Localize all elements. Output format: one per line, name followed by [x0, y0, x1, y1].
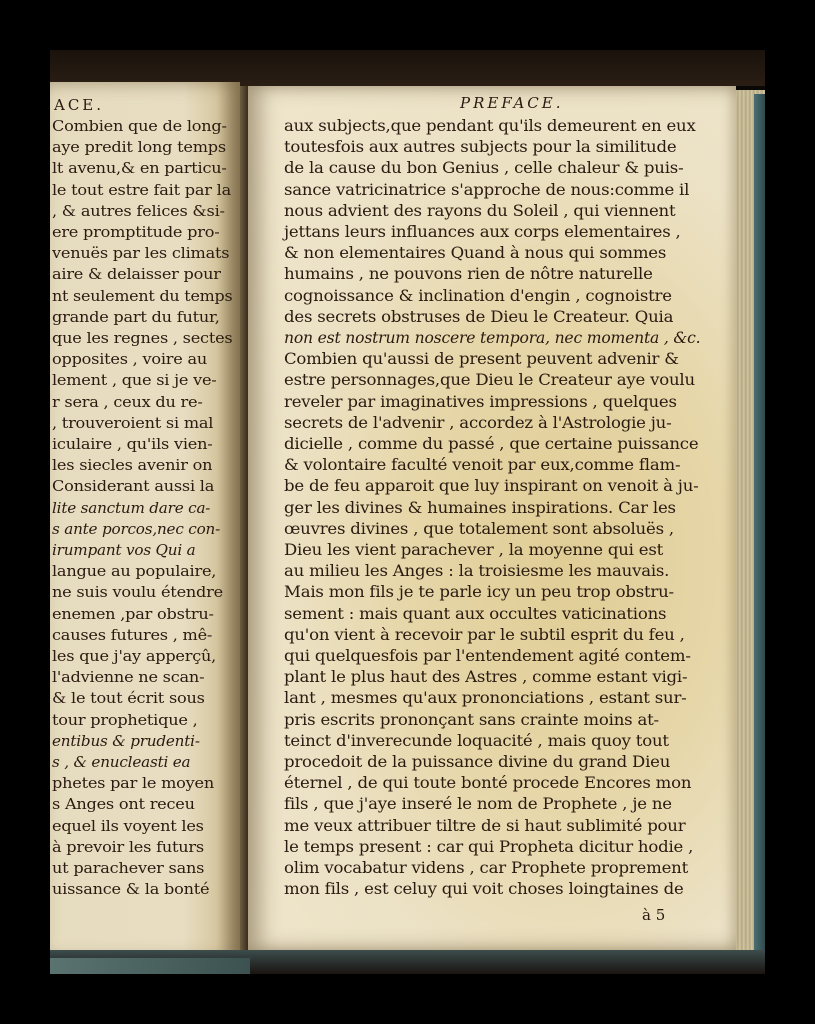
cover-edge: [754, 94, 765, 960]
left-page-line: que les regnes , sectes: [52, 329, 233, 347]
right-page-line: mon fils , est celuy qui voit choses loingtaines de: [284, 880, 684, 899]
left-page-line: iculaire , qu'ils vien-: [52, 435, 213, 453]
right-page-line: plant le plus haut des Astres , comme estant vigi-: [284, 668, 688, 687]
left-page-line: aye predit long temps: [52, 138, 226, 157]
right-page-line: reveler par imaginatives impressions , quelques: [284, 392, 677, 411]
right-page-line: sement : mais quant aux occultes vaticinations: [284, 604, 667, 623]
right-page-line: Dieu les vient parachever , la moyenne qui est: [284, 541, 664, 559]
left-page-line: à prevoir les futurs: [52, 837, 204, 856]
left-page-line: les que j'ay apperçû,: [52, 647, 217, 665]
right-page-line: cognoissance & inclination d'engin , cognoistre: [284, 286, 672, 305]
left-page-line: lement , que si je ve-: [52, 371, 217, 390]
right-page-line: toutesfois aux autres subjects pour la similitude: [284, 138, 677, 157]
right-page-line: teinct d'inverecunde loquacité , mais quoy tout: [284, 731, 669, 750]
left-page-line: le tout estre fait par la: [52, 180, 231, 199]
left-page-line: & le tout écrit sous: [52, 689, 205, 708]
left-page-line: opposites , voire au: [52, 350, 208, 369]
right-page-line: lant , mesmes qu'aux prononciations , estant sur-: [284, 689, 687, 708]
signature-mark: à 5: [642, 906, 666, 924]
right-page-line: œuvres divines , que totalement sont absoluës ,: [284, 519, 674, 538]
left-page-line: causes futures , mê-: [52, 625, 213, 644]
left-page-line: nt seulement du temps: [52, 286, 233, 305]
left-page-line: Combien que de long-: [52, 117, 227, 135]
binding-top: [50, 50, 765, 86]
left-page-line: entibus & prudenti-: [52, 731, 200, 750]
right-page-line: pris escrits prononçant sans crainte moins at-: [284, 710, 659, 729]
left-page-line: venuës par les climats: [52, 244, 230, 263]
right-page-line: nous advient des rayons du Soleil , qui viennent: [284, 201, 676, 220]
left-page-line: irumpant vos Qui a: [52, 541, 196, 559]
left-page-line: les siecles avenir on: [52, 456, 213, 475]
right-page-line: estre personnages,que Dieu le Createur aye voulu: [284, 371, 695, 390]
left-page-line: lite sanctum dare ca-: [52, 498, 211, 517]
right-page-line: qu'on vient à recevoir par le subtil esprit du feu ,: [284, 625, 685, 644]
right-page-line: jettans leurs influances aux corps elementaires ,: [284, 223, 681, 241]
left-page-line: uissance & la bonté: [52, 880, 210, 899]
left-page-line: ere promptitude pro-: [52, 223, 220, 241]
left-page-line: r sera , ceux du re-: [52, 392, 203, 411]
right-page-line: de la cause du bon Genius , celle chaleur & puis-: [284, 159, 684, 178]
right-page-line: be de feu apparoit que luy inspirant on venoit à ju-: [284, 477, 699, 496]
left-page-line: s ante porcos,nec con-: [52, 519, 221, 538]
right-page-line: humains , ne pouvons rien de nôtre naturelle: [284, 265, 653, 284]
right-page-line: me veux attribuer tiltre de si haut sublimité pour: [284, 816, 686, 835]
left-page-line: phetes par le moyen: [52, 774, 215, 793]
right-page-line: qui quelquesfois par l'entendement agité contem-: [284, 647, 691, 665]
left-page-line: grande part du futur,: [52, 307, 220, 326]
right-page-line: éternel , de qui toute bonté procede Encores mon: [284, 774, 692, 793]
right-page-line: le temps present : car qui Propheta dicitur hodie ,: [284, 837, 694, 856]
left-page-line: equel ils voyent les: [52, 816, 204, 835]
right-page-line: secrets de l'advenir , accordez à l'Astrologie ju-: [284, 413, 672, 432]
left-running-header: ACE.: [54, 96, 105, 114]
left-page-line: , trouveroient si mal: [52, 413, 214, 432]
left-page-line: Considerant aussi la: [52, 477, 215, 496]
right-page-line: ger les divines & humaines inspirations. Car les: [284, 498, 676, 517]
right-page-line: sance vatricinatrice s'approche de nous:comme il: [284, 180, 690, 199]
right-page-line: non est nostrum noscere tempora, nec momenta , &c.: [284, 329, 701, 347]
right-page-line: des secrets obstruses de Dieu le Createur. Quia: [284, 307, 674, 326]
left-page-line: s Anges ont receu: [52, 795, 195, 814]
left-page-line: ne suis voulu étendre: [52, 583, 223, 602]
left-page-line: tour prophetique ,: [52, 710, 198, 729]
left-page-line: enemen ,par obstru-: [52, 604, 214, 623]
left-page-line: aire & delaisser pour: [52, 265, 221, 284]
right-page-line: & volontaire faculté venoit par eux,comme flam-: [284, 456, 681, 475]
right-page-line: procedoit de la puissance divine du grand Dieu: [284, 753, 671, 771]
right-page-line: aux subjects,que pendant qu'ils demeurent en eux: [284, 117, 696, 135]
left-page-line: ut parachever sans: [52, 859, 205, 877]
right-page-line: au milieu les Anges : la troisiesme les mauvais.: [284, 562, 670, 581]
right-page-line: & non elementaires Quand à nous qui sommes: [284, 244, 667, 263]
right-page-line: Combien qu'aussi de present peuvent advenir &: [284, 350, 679, 369]
left-page-line: lt avenu,& en particu-: [52, 159, 227, 178]
right-running-header: PREFACE.: [460, 94, 564, 112]
left-page-line: l'advienne ne scan-: [52, 668, 205, 687]
cover-bottom-left: [50, 958, 250, 974]
right-page-line: fils , que j'aye inseré le nom de Prophete , je ne: [284, 795, 672, 814]
left-page-line: s , & enucleasti ea: [52, 753, 191, 771]
right-page-line: olim vocabatur videns , car Prophete proprement: [284, 859, 689, 877]
right-page-line: dicielle , comme du passé , que certaine puissance: [284, 435, 699, 453]
right-page-line: Mais mon fils je te parle icy un peu trop obstru-: [284, 583, 674, 602]
left-page-line: , & autres felices &si-: [52, 201, 225, 220]
book-scan: [50, 50, 765, 974]
left-page-line: langue au populaire,: [52, 562, 217, 581]
